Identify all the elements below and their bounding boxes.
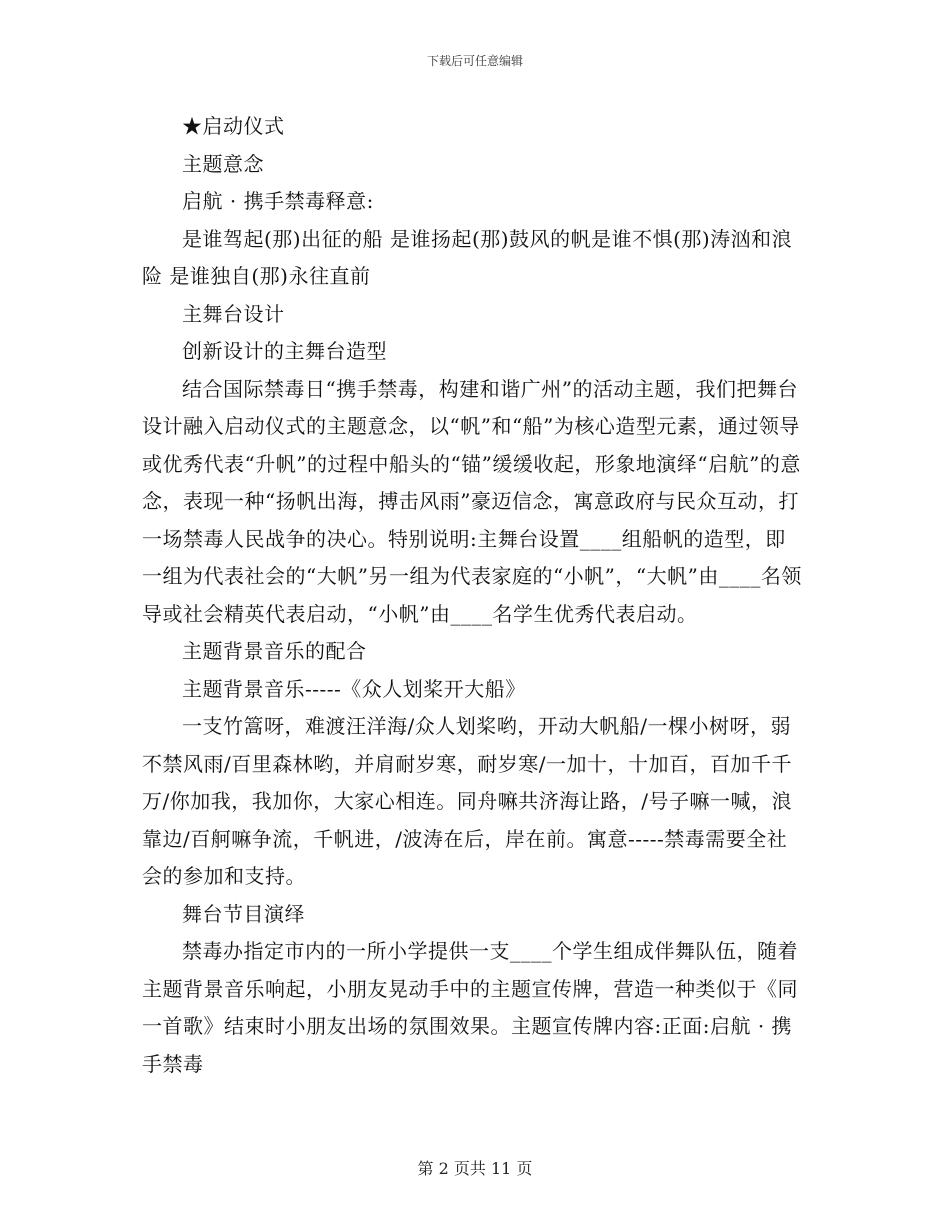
paragraph-stage-description: 结合国际禁毒日“携手禁毒，构建和谐广州”的活动主题，我们把舞台设计融入启动仪式的主题意念，以“帆”和“船”为核心造型元素，通过领导或优秀代表“升帆”的过程中船头的“锚”缓缓收起，形象地演绎“启航”的意念，表现一种“扬帆出海，搏击风雨”豪迈信念，寓意政府与民众互动，打一场禁毒人民战争的决心。特别说明:主舞台设置____组船帆的造型，即一组为代表社会的“大帆”另一组为代表家庭的“小帆”，“大帆”由____名领导或社会精英代表启动，“小帆”由____名学生优秀代表启动。: [142, 376, 802, 626]
subheading-stage-performance: 舞台节目演绎: [182, 901, 305, 926]
subheading-innovative-stage: 创新设计的主舞台造型: [182, 339, 387, 363]
document-body: [142, 108, 802, 1083]
subheading-launch-meaning: 启航 · 携手禁毒释意:: [182, 189, 374, 213]
subheading-theme-concept: 主题意念: [182, 151, 264, 176]
page-number-footer: 第 2 页共 11 页: [417, 1159, 533, 1178]
section-title-launch-ceremony: ★启动仪式: [182, 114, 285, 138]
subheading-main-stage-design: 主舞台设计: [182, 301, 285, 326]
page-header-note: 下载后可任意编辑: [426, 54, 523, 68]
subheading-music-title: 主题背景音乐-----《众人划桨开大船》: [182, 676, 526, 701]
paragraph-lyrics-intro: 是谁驾起(那)出征的船 是谁扬起(那)鼓风的帆是谁不惧(那)涛汹和浪险 是谁独自(那)永往直前: [142, 226, 793, 288]
subheading-background-music: 主题背景音乐的配合: [182, 639, 367, 663]
paragraph-performance-description: 禁毒办指定市内的一所小学提供一支____个学生组成伴舞队伍，随着主题背景音乐响起，小朋友晃动手中的主题宣传牌，营造一种类似于《同一首歌》结束时小朋友出场的氛围效果。主题宣传牌内容:正面:启航 · 携手禁毒: [142, 939, 798, 1076]
paragraph-song-lyrics: 一支竹篙呀，难渡汪洋海/众人划桨哟，开动大帆船/一棵小树呀，弱不禁风雨/百里森林哟，并肩耐岁寒，耐岁寒/一加十，十加百，百加千千万/你加我，我加你，大家心相连。同舟嘛共济海让路，/号子嘛一喊，浪靠边/百舸嘛争流，千帆进，/波涛在后，岸在前。寓意-----禁毒需要全社会的参加和支持。: [142, 714, 792, 888]
